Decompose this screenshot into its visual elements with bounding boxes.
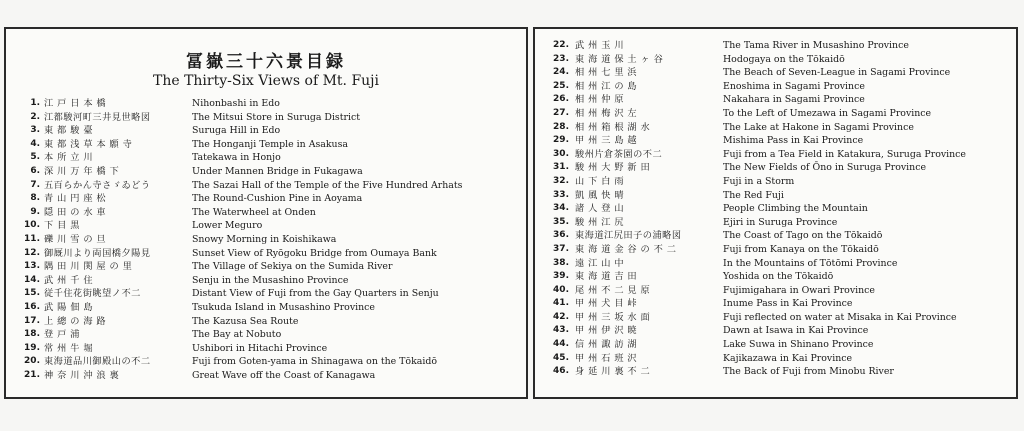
item-title-japanese: 相 州 梅 沢 左 [575, 107, 638, 119]
item-title-japanese: 武 州 玉 川 [575, 40, 625, 51]
item-title-japanese: 下 目 黒 [44, 220, 80, 232]
item-title-japanese: 御厩川より両国橋夕陽見 [44, 247, 151, 259]
item-title-japanese: 江都駿河町三井見世略図 [44, 111, 151, 123]
item-number: 45. [553, 352, 569, 363]
item-number: 6. [30, 165, 40, 176]
item-number: 23. [553, 53, 569, 64]
item-title-japanese: 礫 川 雪 の 旦 [44, 233, 107, 245]
item-title-english: The Sazai Hall of the Temple of the Five Hundred Arhats [192, 179, 463, 191]
item-number: 28. [553, 121, 569, 132]
item-number: 24. [553, 67, 569, 78]
item-title-japanese: 甲 州 三 坂 水 面 [575, 311, 651, 323]
title-english: The Thirty-Six Views of Mt. Fuji [152, 73, 379, 89]
item-title-japanese: 東海道江尻田子の浦略図 [575, 230, 682, 242]
item-number: 36. [553, 230, 569, 241]
item-title-english: Fuji in a Storm [723, 175, 795, 187]
item-title-english: People Climbing the Mountain [723, 203, 868, 215]
item-title-english: Mishima Pass in Kai Province [723, 135, 864, 147]
item-number: 32. [553, 175, 569, 186]
item-title-japanese: 身 延 川 裏 不 二 [575, 366, 651, 378]
item-number: 37. [553, 243, 569, 254]
item-title-english: The Mitsui Store in Suruga District [192, 111, 361, 123]
item-title-english: Fujimigahara in Owari Province [723, 284, 875, 296]
item-title-english: Great Wave off the Coast of Kanagawa [192, 369, 376, 381]
item-title-japanese: 上 總 の 海 路 [44, 315, 107, 327]
item-title-japanese: 武 陽 佃 島 [44, 301, 94, 313]
item-title-japanese: 甲 州 犬 目 峠 [575, 298, 638, 310]
item-title-english: Tatekawa in Honjo [192, 152, 281, 164]
item-number: 42. [553, 311, 569, 322]
item-title-english: Distant View of Fuji from the Gay Quarters in Senju [192, 288, 439, 300]
item-number: 5. [30, 152, 40, 163]
item-title-japanese: 相 州 七 里 浜 [575, 67, 638, 79]
item-title-english: The Coast of Tago on the Tōkaidō [723, 230, 883, 242]
item-title-japanese: 武 州 千 住 [44, 274, 94, 286]
item-number: 12. [24, 247, 40, 258]
item-title-english: The Village of Sekiya on the Sumida River [192, 261, 393, 273]
item-number: 31. [553, 162, 569, 173]
item-title-japanese: 深 川 万 年 橋 下 [44, 165, 120, 177]
item-title-english: Fuji from a Tea Field in Katakura, Suruga Province [723, 148, 966, 160]
item-title-japanese: 東海道品川御殿山の不二 [44, 356, 151, 368]
item-title-english: Ejiri in Suruga Province [723, 216, 838, 228]
item-number: 40. [553, 284, 569, 295]
item-title-japanese: 甲 州 伊 沢 暁 [575, 325, 638, 337]
item-number: 2. [30, 111, 40, 122]
item-title-english: The Kazusa Sea Route [192, 315, 299, 327]
item-number: 20. [24, 356, 40, 367]
item-title-english: The Tama River in Musashino Province [723, 40, 909, 51]
right-panel [533, 27, 1018, 399]
item-title-english: Dawn at Isawa in Kai Province [723, 325, 869, 337]
item-title-japanese: 神 奈 川 沖 浪 裏 [44, 369, 120, 381]
item-title-japanese: 江 戸 日 本 橋 [44, 98, 107, 109]
item-title-english: The Honganji Temple in Asakusa [192, 138, 348, 150]
item-title-japanese: 東 都 浅 草 本 願 寺 [44, 138, 133, 150]
item-title-english: Ushibori in Hitachi Province [192, 342, 328, 354]
item-number: 15. [24, 288, 40, 299]
item-title-english: Lake Suwa in Shinano Province [723, 339, 874, 351]
item-title-japanese: 諸 人 登 山 [575, 203, 625, 215]
item-number: 44. [553, 339, 569, 350]
item-number: 1. [30, 98, 40, 108]
item-title-english: The Bay at Nobuto [192, 329, 282, 341]
item-number: 8. [30, 193, 40, 204]
item-number: 33. [553, 189, 569, 200]
item-title-english: Snowy Morning in Koishikawa [192, 233, 337, 245]
item-title-english: Nihonbashi in Edo [192, 98, 280, 109]
item-title-japanese: 相 州 仲 原 [575, 94, 625, 106]
item-title-english: Suruga Hill in Edo [192, 125, 281, 137]
item-title-english: Yoshida on the Tōkaidō [723, 271, 834, 283]
item-number: 16. [24, 301, 40, 312]
item-number: 10. [24, 220, 40, 231]
item-title-japanese: 隅 田 川 関 屋 の 里 [44, 261, 133, 273]
item-title-english: The Back of Fuji from Minobu River [723, 366, 894, 378]
item-title-japanese: 凱 風 快 晴 [575, 189, 625, 201]
item-number: 21. [24, 369, 40, 380]
item-title-english: The Beach of Seven-League in Sagami Province [723, 67, 951, 79]
item-number: 34. [553, 203, 569, 214]
item-title-japanese: 東 海 道 金 谷 の 不 二 [575, 243, 677, 255]
item-title-japanese: 甲 州 石 班 沢 [575, 352, 638, 364]
item-title-japanese: 五百らかん寺さゞゐどう [44, 179, 151, 191]
item-number: 43. [553, 325, 569, 336]
item-title-english: Sunset View of Ryōgoku Bridge from Oumaya Bank [192, 247, 437, 259]
item-title-english: The Lake at Hakone in Sagami Province [723, 121, 914, 133]
item-title-english: The New Fields of Ōno in Suruga Province [723, 162, 926, 174]
item-title-english: The Red Fuji [723, 189, 784, 201]
item-title-japanese: 東 海 道 吉 田 [575, 271, 638, 283]
item-title-japanese: 常 州 牛 堀 [44, 342, 94, 354]
item-title-japanese: 登 戸 浦 [44, 329, 80, 341]
item-title-japanese: 甲 州 三 島 越 [575, 135, 638, 147]
item-title-english: Tsukuda Island in Musashino Province [192, 301, 375, 313]
item-number: 4. [30, 138, 40, 149]
item-title-japanese: 本 所 立 川 [44, 152, 94, 164]
item-title-english: Enoshima in Sagami Province [723, 80, 865, 92]
item-title-english: Nakahara in Sagami Province [723, 94, 865, 106]
item-title-english: Kajikazawa in Kai Province [723, 352, 853, 364]
item-number: 18. [24, 329, 40, 340]
item-title-japanese: 相 州 箱 根 湖 水 [575, 121, 651, 133]
item-number: 29. [553, 135, 569, 146]
item-title-japanese: 東 都 駿 臺 [44, 125, 94, 137]
item-title-japanese: 隠 田 の 水 車 [44, 206, 107, 218]
item-title-japanese: 従千住花街眺望ノ不二 [44, 288, 141, 300]
item-title-japanese: 信 州 諏 訪 湖 [575, 339, 638, 351]
item-number: 27. [553, 107, 569, 118]
item-title-english: The Waterwheel at Onden [192, 206, 316, 218]
item-number: 14. [24, 274, 40, 285]
item-title-japanese: 山 下 白 雨 [575, 175, 625, 187]
item-number: 13. [24, 261, 40, 272]
item-title-english: Lower Meguro [192, 220, 263, 232]
item-number: 9. [30, 206, 40, 217]
item-number: 46. [553, 366, 569, 377]
item-title-english: Fuji from Kanaya on the Tōkaidō [723, 243, 879, 255]
item-title-japanese: 青 山 円 座 松 [44, 193, 107, 205]
item-number: 26. [553, 94, 569, 105]
item-title-japanese: 尾 州 不 二 見 原 [575, 284, 651, 296]
item-title-japanese: 駿州片倉茶園の不二 [575, 148, 663, 160]
item-title-japanese: 相 州 江 の 島 [575, 80, 638, 92]
item-number: 38. [553, 257, 569, 268]
item-number: 39. [553, 271, 569, 282]
item-title-english: Under Mannen Bridge in Fukagawa [192, 165, 363, 177]
item-number: 35. [553, 216, 569, 227]
item-title-japanese: 駿 州 江 尻 [575, 216, 625, 228]
item-title-japanese: 遠 江 山 中 [575, 257, 625, 269]
item-title-english: Fuji reflected on water at Misaka in Kai Province [723, 311, 957, 323]
item-title-english: In the Mountains of Tōtōmi Province [723, 257, 898, 269]
item-title-english: To the Left of Umezawa in Sagami Province [723, 107, 932, 119]
item-title-english: Senju in the Musashino Province [192, 274, 349, 286]
item-number: 7. [30, 179, 40, 190]
item-number: 30. [553, 148, 569, 159]
item-number: 17. [24, 315, 40, 326]
item-title-japanese: 駿 州 大 野 新 田 [575, 162, 651, 174]
item-number: 41. [553, 298, 569, 309]
item-title-english: Inume Pass in Kai Province [723, 298, 853, 310]
item-title-english: Hodogaya on the Tōkaidō [723, 53, 845, 65]
item-number: 25. [553, 80, 569, 91]
item-number: 11. [24, 233, 40, 244]
item-title-japanese: 東 海 道 保 土 ヶ 谷 [575, 53, 664, 65]
title-japanese: 冨嶽三十六景目録 [186, 52, 346, 72]
item-number: 3. [30, 125, 40, 136]
item-number: 19. [24, 342, 40, 353]
item-title-english: Fuji from Goten-yama in Shinagawa on the Tōkaidō [192, 356, 437, 368]
item-number: 22. [553, 40, 569, 50]
item-title-english: The Round-Cushion Pine in Aoyama [192, 193, 363, 205]
left-panel [4, 27, 528, 399]
